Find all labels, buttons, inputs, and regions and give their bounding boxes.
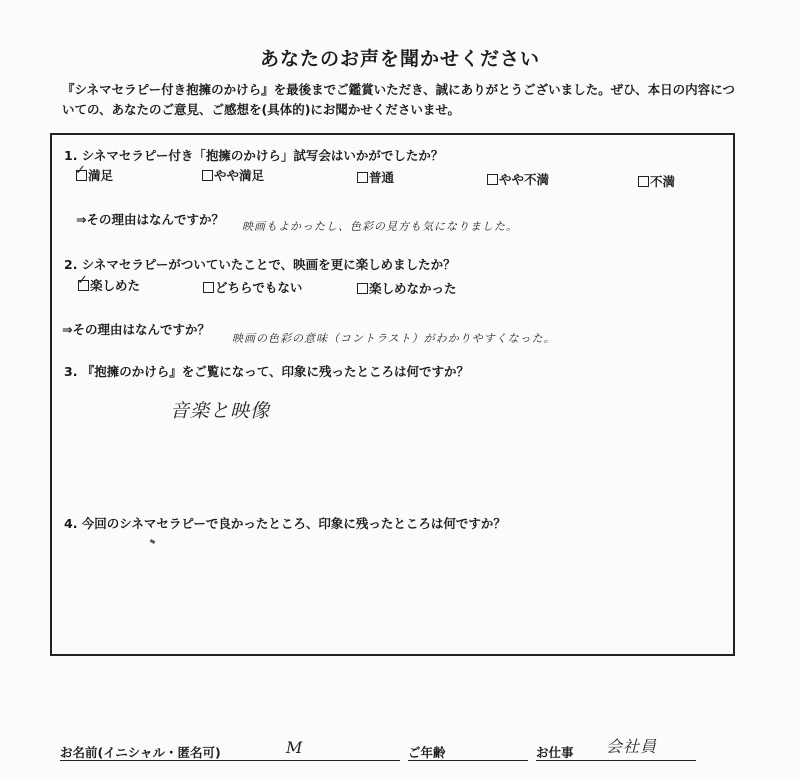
age-underline xyxy=(408,760,528,761)
checkbox[interactable] xyxy=(638,176,649,187)
check-mark-icon: ✓ xyxy=(75,163,86,178)
question-2: 2. シネマセラピーがついていたことで、映画を更に楽しめましたか？ xyxy=(64,257,456,272)
q2-reason-label: ⇒その理由はなんですか？ xyxy=(62,322,210,337)
q1-option-somewhat-dissatisfied[interactable]: やや不満 xyxy=(487,170,549,188)
job-underline xyxy=(536,760,696,761)
checkbox[interactable] xyxy=(202,170,213,181)
checkbox-checked[interactable] xyxy=(75,163,87,181)
question-1: 1. シネマセラピー付き「抱擁のかけら」試写会はいかがでしたか？ xyxy=(64,148,444,163)
job-label: お仕事 xyxy=(536,745,574,760)
checkbox[interactable] xyxy=(487,174,498,185)
age-label: ご年齢 xyxy=(408,745,446,760)
question-4: 4. 今回のシネマセラピーで良かったところ、印象に残ったところは何ですか？ xyxy=(64,516,506,531)
intro-text: 『シネマセラピー付き抱擁のかけら』を最後までご鑑賞いただき、誠にありがとうございました。ぜひ、本日の内容についての、あなたのご意見、ご感想を(具体的)にお聞かせくださいませ。 xyxy=(62,82,735,117)
name-label: お名前(イニシャル・匿名可) xyxy=(60,745,221,760)
name-value: M xyxy=(286,738,304,757)
check-mark-icon: ✓ xyxy=(77,273,88,288)
q2-option-neither[interactable]: どちらでもない xyxy=(203,278,302,296)
checkbox[interactable] xyxy=(357,283,368,294)
q1-option-neutral[interactable]: 普通 xyxy=(357,168,394,186)
name-underline xyxy=(60,760,400,761)
job-value: 会社員 xyxy=(606,737,658,756)
q2-option-not-enjoyed[interactable]: 楽しめなかった xyxy=(357,279,457,297)
q1-option-satisfied[interactable]: ✓ 満足 xyxy=(75,163,114,183)
q1-option-dissatisfied[interactable]: 不満 xyxy=(638,172,675,190)
checkbox[interactable] xyxy=(203,282,214,293)
q1-reason-label: ⇒その理由はなんですか？ xyxy=(76,212,224,227)
q2-handwritten-answer: 映画の色彩の意味（コントラスト）がわかりやすくなった。 xyxy=(232,332,556,345)
checkbox[interactable] xyxy=(357,172,368,183)
page-title: あなたのお声を聞かせください xyxy=(259,48,540,70)
checkbox-checked[interactable] xyxy=(77,273,89,291)
q2-option-enjoyed[interactable]: ✓ 楽しめた xyxy=(77,273,141,293)
q3-handwritten-answer: 音楽と映像 xyxy=(170,400,271,422)
question-3: 3. 『抱擁のかけら』をご覧になって、印象に残ったところは何ですか？ xyxy=(64,364,470,379)
q1-option-somewhat-satisfied[interactable]: やや満足 xyxy=(202,166,264,184)
q1-handwritten-answer: 映画もよかったし、色彩の見方も気になりました。 xyxy=(242,220,518,233)
